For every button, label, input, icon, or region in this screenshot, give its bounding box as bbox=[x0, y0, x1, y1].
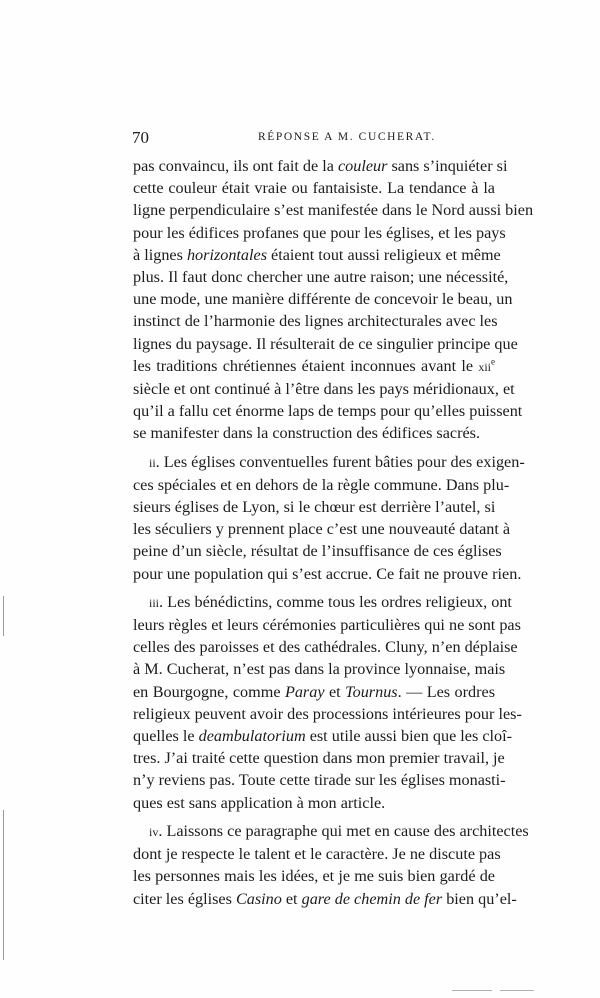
text-segment: celles des paroisses et des cathédrales. Cluny, n’en déplaise bbox=[133, 638, 518, 657]
text-line bbox=[133, 888, 517, 910]
text-line bbox=[133, 865, 495, 887]
text-segment: cette couleur était vraie ou fantaisiste. La tendance à la bbox=[133, 179, 495, 198]
text-segment: iv bbox=[149, 824, 159, 839]
text-segment: pas convaincu, ils ont fait de la bbox=[133, 157, 338, 175]
text-segment: et bbox=[324, 682, 346, 701]
text-segment: lignes du paysage. Il résulterait de ce singulier principe que bbox=[133, 334, 518, 353]
text-line bbox=[133, 636, 518, 658]
margin-mark bbox=[3, 596, 4, 636]
text-segment: ques est sans application à mon article. bbox=[133, 793, 386, 812]
text-line bbox=[133, 333, 518, 355]
italic-term: deambulatorium bbox=[198, 727, 306, 746]
text-line bbox=[133, 703, 522, 725]
text-segment: iii bbox=[149, 595, 160, 610]
italic-term: couleur bbox=[337, 157, 388, 175]
footer-dash bbox=[452, 990, 492, 991]
text-segment: qu’il a fallu cet énorme laps de temps pour qu’elles puissent bbox=[133, 402, 523, 421]
text-segment: . Les bénédictins, comme tous les ordres religieux, ont bbox=[159, 592, 512, 611]
text-segment: se manifester dans la construction des édifices sacrés. bbox=[133, 424, 481, 443]
text-line bbox=[133, 747, 505, 769]
text-segment: peine d’un siècle, résultat de l’insuffisance de ces églises bbox=[133, 542, 502, 561]
text-line bbox=[133, 820, 529, 843]
text-segment: est utile aussi bien que les cloî- bbox=[305, 727, 512, 746]
text-line bbox=[133, 658, 506, 680]
text-line bbox=[133, 474, 510, 496]
text-segment: instinct de l’harmonie des lignes architecturales avec les bbox=[133, 312, 498, 331]
text-segment: ces spéciales et en dehors de la règle commune. Dans plu- bbox=[133, 475, 510, 494]
italic-term: gare de chemin de fer bbox=[301, 889, 443, 908]
text-segment: pour les édifices profanes que pour les églises, et les pays bbox=[133, 223, 506, 242]
text-segment: ligne perpendiculaire s’est manifestée dans le Nord aussi bien bbox=[133, 201, 534, 220]
text-line bbox=[133, 540, 502, 562]
body-text bbox=[133, 155, 534, 910]
text-segment: plus. Il faut donc chercher une autre raison; une nécessité, bbox=[133, 268, 509, 287]
superscript: e bbox=[491, 356, 495, 367]
text-line bbox=[133, 792, 495, 814]
text-line bbox=[133, 843, 501, 865]
text-line bbox=[133, 681, 495, 703]
text-line bbox=[133, 222, 506, 244]
text-line bbox=[133, 614, 521, 636]
text-line bbox=[133, 310, 498, 332]
italic-term: horizontales bbox=[186, 245, 267, 264]
text-line bbox=[133, 155, 508, 177]
text-segment: à M. Cucherat, n’est pas dans la province lyonnaise, mais bbox=[133, 660, 506, 679]
text-line bbox=[133, 244, 501, 266]
text-line bbox=[133, 199, 534, 221]
text-line bbox=[133, 422, 495, 444]
text-segment: sans s’inquiéter si bbox=[387, 157, 508, 175]
text-segment: les traditions chrétiennes étaient inconnues avant le bbox=[133, 356, 479, 375]
text-segment: une mode, une manière différente de concevoir le beau, un bbox=[133, 290, 513, 309]
italic-term: Casino bbox=[235, 889, 282, 908]
text-segment: leurs règles et leurs cérémonies particulières qui ne sont pas bbox=[133, 616, 521, 635]
text-segment: . Les églises conventuelles furent bâties pour des exigen- bbox=[155, 452, 525, 471]
text-line bbox=[133, 177, 495, 199]
text-segment: dont je respecte le talent et le caractère. Je ne discute pas bbox=[133, 845, 501, 864]
text-segment: étaient tout aussi religieux et même bbox=[267, 245, 501, 264]
text-line bbox=[133, 378, 515, 400]
text-segment: les personnes mais les idées, et je me suis bien gardé de bbox=[133, 867, 495, 886]
running-title: RÉPONSE A M. CUCHERAT. bbox=[258, 131, 436, 143]
text-segment: à lignes bbox=[133, 245, 187, 264]
text-segment: quelles le bbox=[133, 727, 199, 746]
text-line bbox=[133, 266, 509, 288]
text-segment: pour une population qui s’est accrue. Ce fait ne prouve rien. bbox=[133, 564, 522, 583]
footer-dash bbox=[500, 990, 534, 991]
text-line bbox=[133, 451, 525, 474]
text-line bbox=[133, 725, 512, 747]
italic-term: Tournus bbox=[345, 682, 398, 701]
text-line bbox=[133, 591, 512, 614]
text-segment: bien qu’el- bbox=[442, 889, 517, 908]
text-segment: tres. J’ai traité cette question dans mon premier travail, je bbox=[133, 749, 505, 768]
text-segment: ii bbox=[149, 455, 156, 470]
margin-mark bbox=[3, 810, 4, 960]
text-line bbox=[133, 518, 511, 540]
text-segment: siècle et ont continué à l’être dans les pays méridionaux, et bbox=[133, 380, 515, 399]
text-segment: et bbox=[281, 889, 302, 908]
text-line bbox=[133, 288, 513, 310]
text-segment: religieux peuvent avoir des processions intérieures pour les- bbox=[133, 704, 522, 723]
page-number: 70 bbox=[132, 128, 149, 147]
text-segment: xii bbox=[478, 359, 491, 374]
text-segment: n’y reviens pas. Toute cette tirade sur les églises monasti- bbox=[133, 771, 506, 790]
text-segment: . — Les ordres bbox=[397, 682, 495, 701]
text-segment: en Bourgogne, comme bbox=[133, 682, 285, 701]
text-line bbox=[133, 355, 495, 378]
text-line bbox=[133, 769, 506, 791]
text-segment: sieurs églises de Lyon, si le chœur est derrière l’autel, si bbox=[133, 498, 496, 517]
text-segment: citer les églises bbox=[133, 889, 236, 908]
italic-term: Paray bbox=[284, 682, 325, 701]
text-line bbox=[133, 400, 523, 422]
text-line bbox=[133, 496, 495, 518]
text-line bbox=[133, 563, 522, 585]
text-segment: les séculiers y prennent place c’est une nouveauté datant à bbox=[133, 520, 511, 539]
text-segment: . Laissons ce paragraphe qui met en cause des architectes bbox=[158, 821, 529, 840]
